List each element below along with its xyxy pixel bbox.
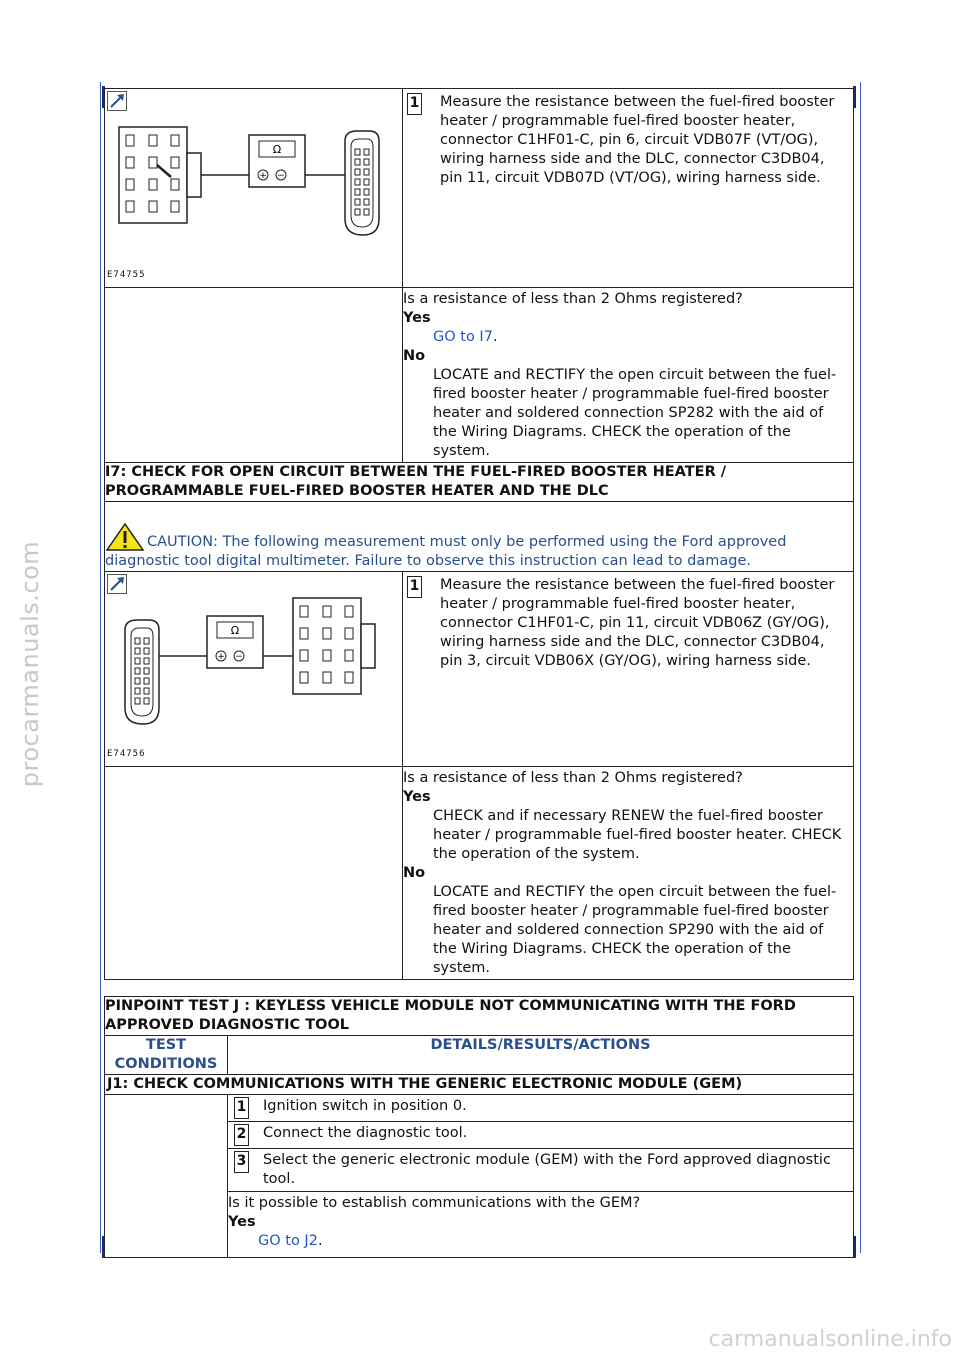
pinpoint-title: PINPOINT TEST J : KEYLESS VEHICLE MODULE NOT COMMUNICATING WITH THE FORD APPROVED DIAGNOSTIC TOOL bbox=[105, 997, 854, 1036]
yes-label: Yes bbox=[403, 789, 431, 805]
empty-cell bbox=[105, 1095, 228, 1258]
go-to-i7-link[interactable]: GO to I7 bbox=[433, 329, 493, 345]
caution-box bbox=[105, 502, 854, 572]
step-j1-header: J1: CHECK COMMUNICATIONS WITH THE GENERIC ELECTRONIC MODULE (GEM) bbox=[105, 1075, 854, 1095]
step-number: 1 bbox=[234, 1097, 249, 1119]
instruction-cell bbox=[403, 572, 854, 767]
figure-e74756 bbox=[105, 572, 403, 767]
margin-line-right bbox=[860, 82, 861, 1253]
no-label: No bbox=[403, 865, 426, 881]
connector-diagram bbox=[105, 572, 401, 760]
svg-text:−: − bbox=[277, 171, 285, 181]
yes-action bbox=[228, 1232, 853, 1251]
list-item bbox=[228, 1122, 853, 1149]
list-item bbox=[228, 1149, 853, 1192]
step-text: Connect the diagnostic tool. bbox=[263, 1125, 468, 1141]
pinpoint-test-j-table bbox=[104, 996, 854, 1258]
step-text: Select the generic electronic module (GEM) with the Ford approved diagnostic tool. bbox=[263, 1152, 831, 1187]
svg-text:Ω: Ω bbox=[272, 143, 282, 156]
step-i7-header: I7: CHECK FOR OPEN CIRCUIT BETWEEN THE FUEL-FIRED BOOSTER HEATER / PROGRAMMABLE FUEL-FIRED BOOSTER HEATER AND THE DLC bbox=[105, 463, 854, 502]
margin-line-left bbox=[100, 82, 101, 1253]
svg-text:+: + bbox=[217, 652, 225, 662]
list-item bbox=[228, 1095, 853, 1122]
no-action: LOCATE and RECTIFY the open circuit between the fuel-fired booster heater / programmable fuel-fired booster heater and soldered connection SP290 with the aid of the Wiring Diagrams. CHECK the operation of the system. bbox=[433, 884, 837, 976]
step-i6-table bbox=[104, 88, 854, 980]
go-to-j2-link[interactable]: GO to J2 bbox=[258, 1233, 318, 1249]
question-text: Is it possible to establish communications with the GEM? bbox=[228, 1195, 641, 1211]
step-number: 1 bbox=[407, 576, 422, 598]
instruction-cell bbox=[403, 89, 854, 288]
result-cell bbox=[403, 767, 854, 980]
watermark-bottom: carmanualsonline.info bbox=[708, 1327, 952, 1352]
zoom-icon[interactable] bbox=[107, 574, 127, 594]
caution-text: CAUTION: The following measurement must only be performed using the Ford approved diagnostic tool digital multimeter. Failure to observe this instruction can lead to damage. bbox=[105, 534, 787, 569]
yes-suffix: . bbox=[492, 329, 498, 345]
zoom-icon[interactable] bbox=[107, 91, 127, 111]
no-label: No bbox=[403, 348, 426, 364]
yes-action: CHECK and if necessary RENEW the fuel-fired booster heater / programmable fuel-fired booster heater. CHECK the operation of the system. bbox=[433, 808, 842, 862]
step-number: 1 bbox=[407, 93, 422, 115]
watermark-side: procarmanuals.com bbox=[16, 540, 44, 788]
svg-text:−: − bbox=[235, 652, 243, 662]
j1-result bbox=[228, 1192, 853, 1257]
step-text: Ignition switch in position 0. bbox=[263, 1098, 467, 1114]
yes-label: Yes bbox=[403, 310, 431, 326]
instruction-text: Measure the resistance between the fuel-fired booster heater / programmable fuel-fired booster heater, connector C1HF01-C, pin 6, circuit VDB07F (VT/OG), wiring harness side and the DLC, connector C3DB04, pin 11, circuit VDB07D (VT/OG), wiring harness side. bbox=[440, 94, 835, 186]
empty-cell bbox=[105, 767, 403, 980]
manual-page bbox=[104, 88, 854, 1258]
j1-steps-cell bbox=[228, 1095, 854, 1258]
figure-label: E74755 bbox=[107, 270, 146, 280]
figure-label: E74756 bbox=[107, 749, 146, 759]
result-cell bbox=[403, 288, 854, 463]
empty-cell bbox=[105, 288, 403, 463]
svg-text:+: + bbox=[259, 171, 267, 181]
svg-text:Ω: Ω bbox=[230, 624, 240, 637]
connector-diagram bbox=[105, 89, 401, 281]
instruction-text: Measure the resistance between the fuel-fired booster heater / programmable fuel-fired booster heater, connector C1HF01-C, pin 11, circuit VDB06Z (GY/OG), wiring harness side and the DLC, connector C3DB04, pin 3, circuit VDB06X (GY/OG), wiring harness side. bbox=[440, 577, 835, 669]
warning-icon bbox=[105, 522, 145, 552]
question-text: Is a resistance of less than 2 Ohms registered? bbox=[403, 291, 743, 307]
col-details: DETAILS/RESULTS/ACTIONS bbox=[228, 1036, 854, 1075]
yes-action bbox=[403, 328, 853, 347]
question-text: Is a resistance of less than 2 Ohms registered? bbox=[403, 770, 743, 786]
step-number: 3 bbox=[234, 1151, 249, 1173]
yes-label: Yes bbox=[228, 1214, 256, 1230]
step-number: 2 bbox=[234, 1124, 249, 1146]
figure-e74755 bbox=[105, 89, 403, 288]
no-action: LOCATE and RECTIFY the open circuit between the fuel-fired booster heater / programmable fuel-fired booster heater and soldered connection SP282 with the aid of the Wiring Diagrams. CHECK the operation of the system. bbox=[433, 367, 837, 459]
yes-suffix: . bbox=[317, 1233, 323, 1249]
col-test-conditions: TEST CONDITIONS bbox=[105, 1036, 228, 1075]
